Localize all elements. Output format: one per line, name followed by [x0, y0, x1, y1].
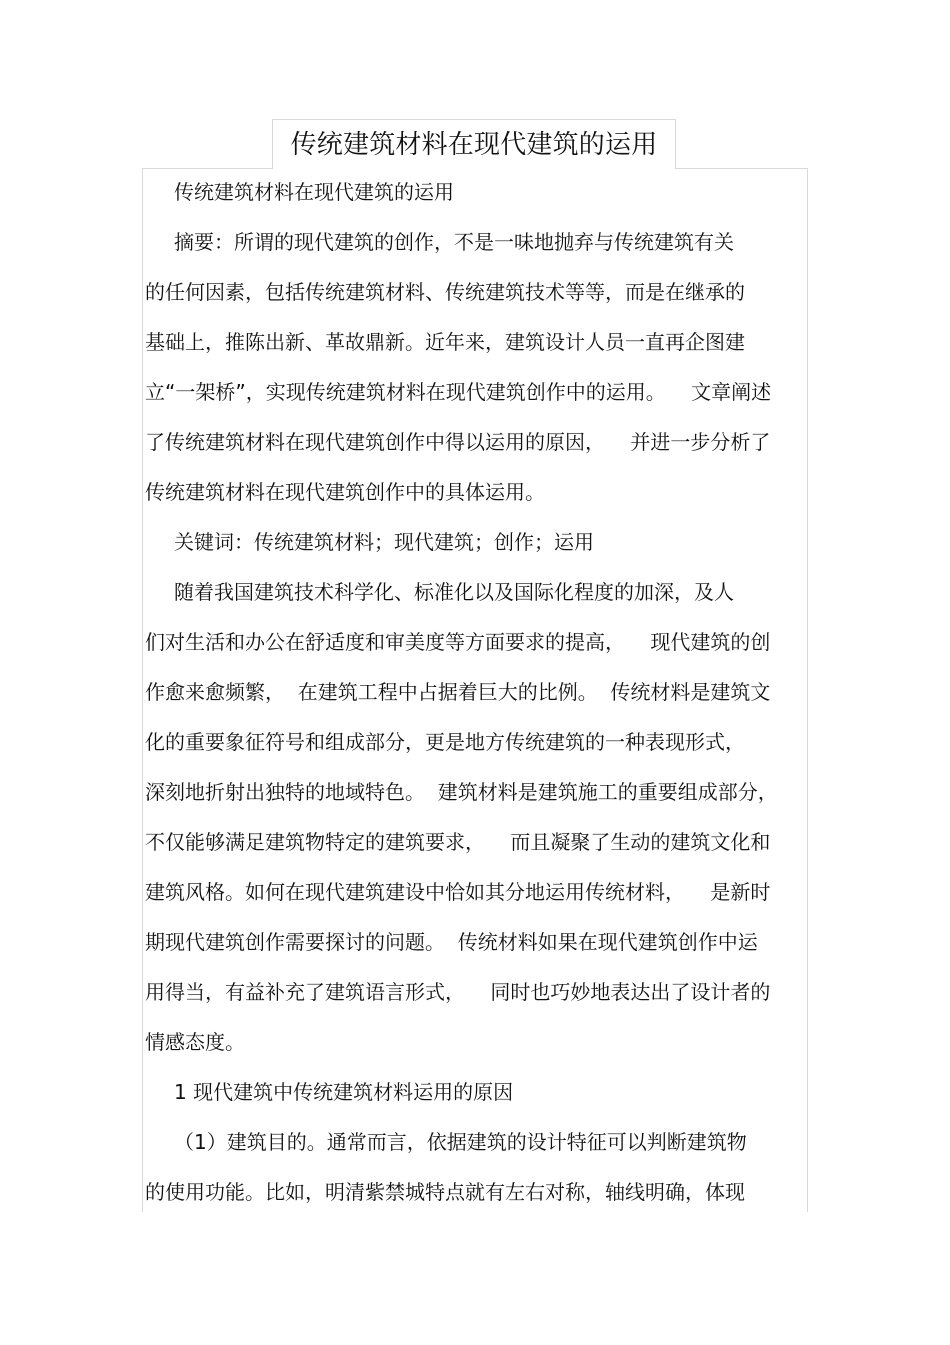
body-line-2: 们对生活和办公在舒适度和审美度等方面要求的提高， 现代建筑的创 — [145, 630, 771, 654]
body-line-10: 情感态度。 — [145, 1030, 245, 1054]
abstract-line-5: 了传统建筑材料在现代建筑创作中得以运用的原因， 并进一步分析了 — [145, 430, 771, 454]
body-line-3: 作愈来愈频繁， 在建筑工程中占据着巨大的比例。 传统材料是建筑文 — [145, 680, 771, 704]
body-line-8: 期现代建筑创作需要探讨的问题。 传统材料如果在现代建筑创作中运 — [145, 930, 758, 954]
subtitle-line: 传统建筑材料在现代建筑的运用 — [174, 180, 454, 204]
body-line-1: 随着我国建筑技术科学化、标准化以及国际化程度的加深，及人 — [174, 580, 734, 604]
body-line-5: 深刻地折射出独特的地域特色。 建筑材料是建筑施工的重要组成部分， — [145, 780, 778, 804]
section-line-2: 的使用功能。比如，明清紫禁城特点就有左右对称，轴线明确，体现 — [145, 1180, 745, 1204]
body-line-7: 建筑风格。如何在现代建筑建设中恰如其分地运用传统材料， 是新时 — [145, 880, 771, 904]
body-line-4: 化的重要象征符号和组成部分，更是地方传统建筑的一种表现形式， — [145, 730, 745, 754]
section-heading: 1 现代建筑中传统建筑材料运用的原因 — [174, 1080, 514, 1104]
title-box — [272, 119, 676, 169]
body-line-9: 用得当，有益补充了建筑语言形式， 同时也巧妙地表达出了设计者的 — [145, 980, 771, 1004]
document-title: 传统建筑材料在现代建筑的运用 — [290, 130, 658, 160]
abstract-line-2: 的任何因素，包括传统建筑材料、传统建筑技术等等，而是在继承的 — [145, 280, 745, 304]
abstract-line-6: 传统建筑材料在现代建筑创作中的具体运用。 — [145, 480, 545, 504]
body-line-6: 不仅能够满足建筑物特定的建筑要求， 而且凝聚了生动的建筑文化和 — [145, 830, 771, 854]
abstract-line-1: 摘要：所谓的现代建筑的创作，不是一味地抛弃与传统建筑有关 — [174, 230, 734, 254]
keywords-line: 关键词：传统建筑材料；现代建筑；创作；运用 — [174, 530, 594, 554]
abstract-line-3: 基础上，推陈出新、革故鼎新。近年来，建筑设计人员一直再企图建 — [145, 330, 745, 354]
section-line-1: （1）建筑目的。通常而言，依据建筑的设计特征可以判断建筑物 — [174, 1130, 747, 1154]
abstract-line-4: 立“一架桥”，实现传统建筑材料在现代建筑创作中的运用。 文章阐述 — [145, 380, 772, 404]
